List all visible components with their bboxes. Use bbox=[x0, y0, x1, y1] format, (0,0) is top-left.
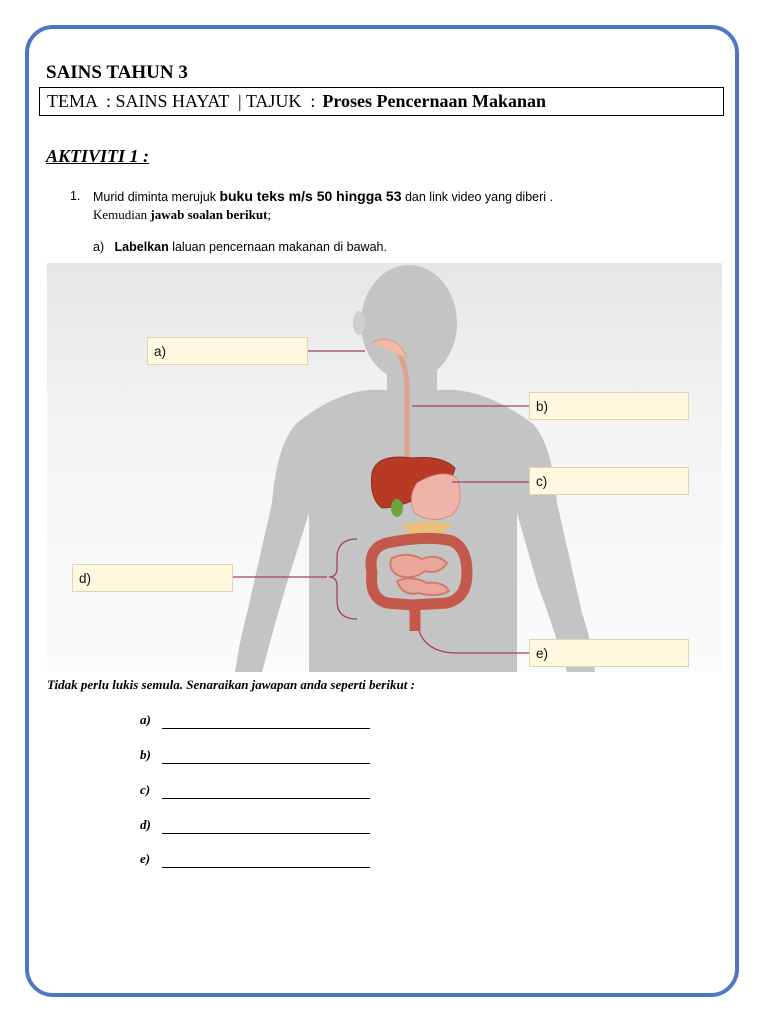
diagram-label-a[interactable]: a) bbox=[147, 337, 308, 365]
sub-question-text: laluan pencernaan makanan di bawah. bbox=[168, 240, 387, 254]
theme-topic-box bbox=[39, 87, 724, 116]
diagram-label-b[interactable]: b) bbox=[529, 392, 689, 420]
answer-line-b[interactable] bbox=[140, 747, 380, 767]
answer-line-a[interactable] bbox=[140, 712, 380, 732]
instruction-number: 1. bbox=[70, 189, 81, 203]
diagram-label-e[interactable]: e) bbox=[529, 639, 689, 667]
answer-instructions: Tidak perlu lukis semula. Senaraikan jawapan anda seperti berikut : bbox=[47, 677, 415, 692]
instruction-emphasis: buku teks m/s 50 hingga 53 bbox=[219, 188, 402, 204]
answer-line-c[interactable] bbox=[140, 782, 380, 802]
sub-question-letter: a) bbox=[93, 240, 105, 254]
instruction-emphasis: jawab soalan berikut bbox=[150, 207, 268, 222]
answer-line-d[interactable] bbox=[140, 817, 380, 837]
page-title: SAINS TAHUN 3 bbox=[46, 62, 188, 83]
answer-letter: d) bbox=[140, 817, 151, 832]
answer-letter: e) bbox=[140, 851, 151, 866]
sub-question-a bbox=[93, 240, 387, 254]
sub-question-emphasis: Labelkan bbox=[114, 240, 169, 254]
instruction-text: Kemudian bbox=[93, 207, 151, 222]
instruction-text: Murid diminta merujuk bbox=[93, 190, 220, 204]
answer-letter: a) bbox=[140, 712, 151, 727]
topic-title: Proses Pencernaan Makanan bbox=[322, 91, 547, 111]
answer-line-e[interactable] bbox=[140, 851, 380, 871]
answer-letter: c) bbox=[140, 782, 151, 797]
diagram-label-c[interactable]: c) bbox=[529, 467, 689, 495]
answer-letter: b) bbox=[140, 747, 151, 762]
activity-heading: AKTIVITI 1 : bbox=[46, 146, 150, 166]
instruction-text: dan link video yang diberi . bbox=[401, 190, 553, 204]
instruction-text: ; bbox=[267, 207, 272, 222]
digestive-system-diagram bbox=[47, 263, 722, 672]
theme-label: TEMA : SAINS HAYAT | TAJUK : bbox=[47, 91, 316, 111]
diagram-label-d[interactable]: d) bbox=[72, 564, 233, 592]
